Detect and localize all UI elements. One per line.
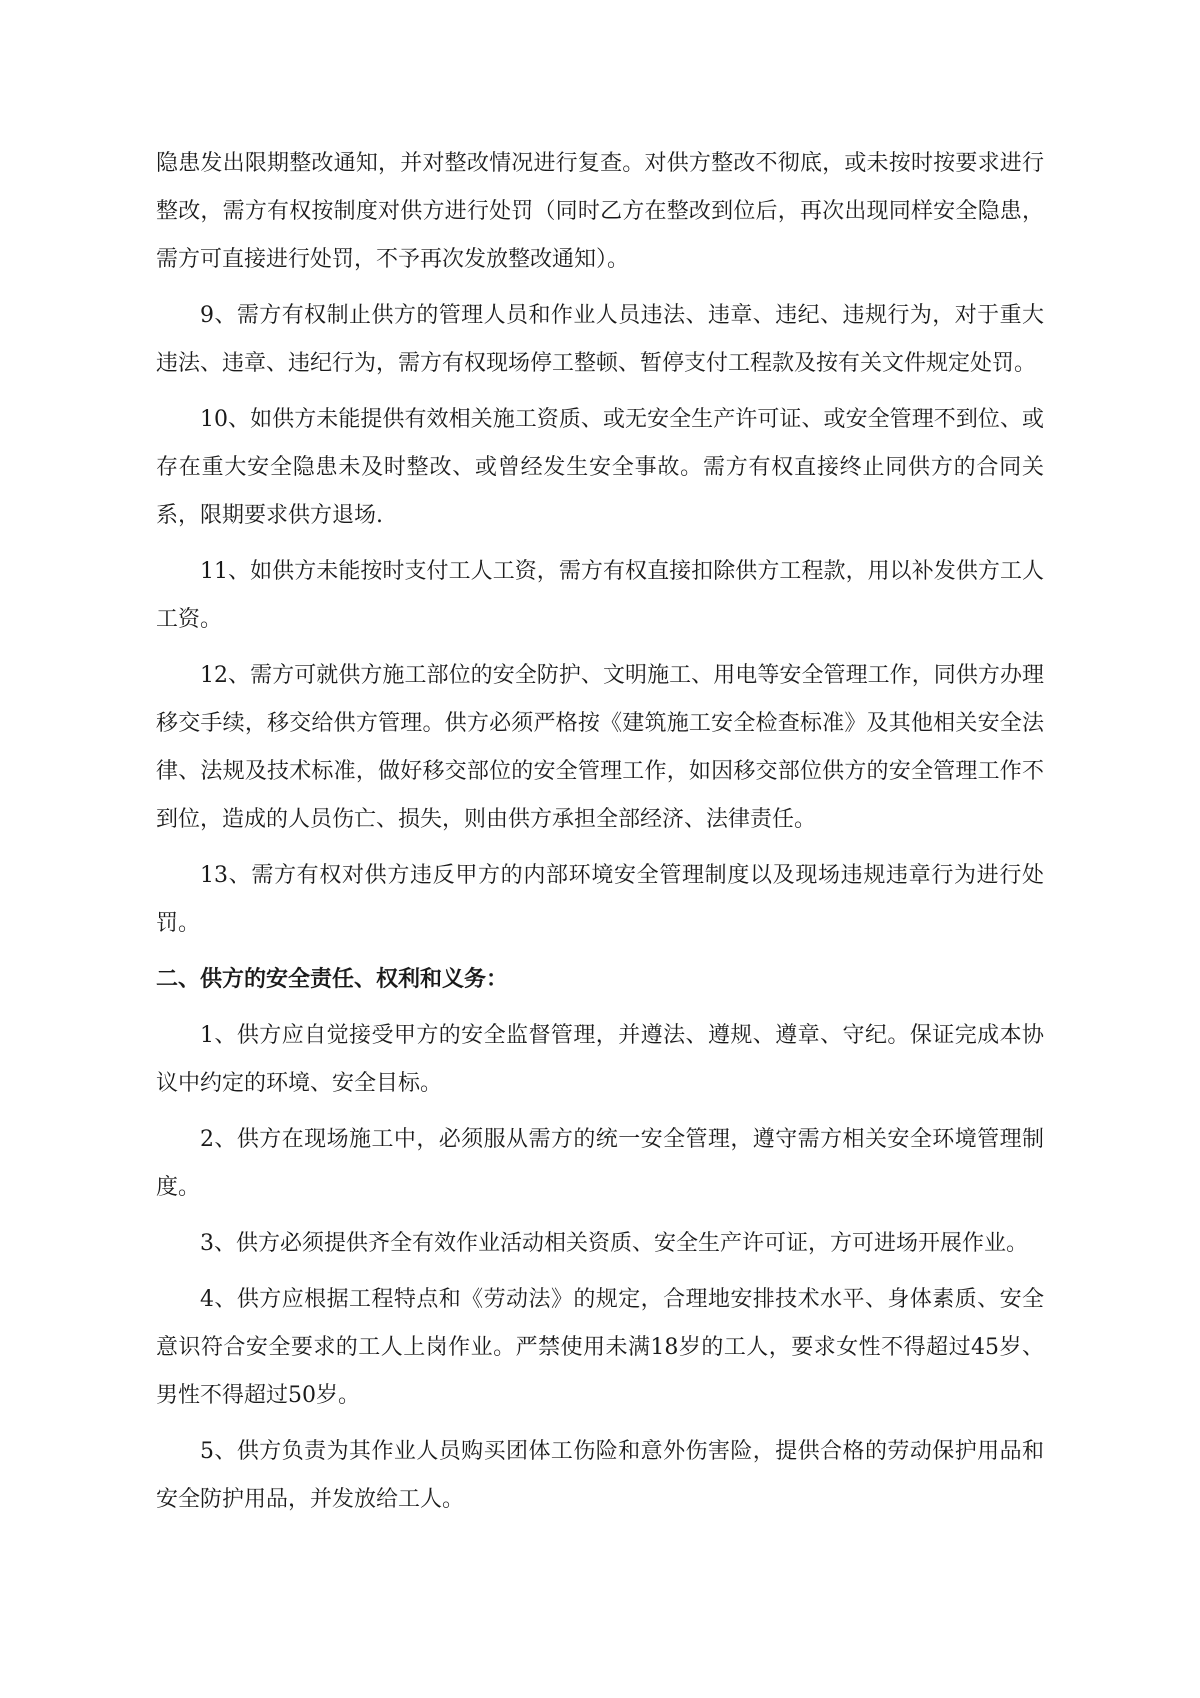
paragraph-item-13: 13、需方有权对供方违反甲方的内部环境安全管理制度以及现场违规违章行为进行处罚。 — [156, 863, 1044, 936]
section-heading: 二、供方的安全责任、权利和义务： — [156, 967, 509, 992]
paragraph-item-11: 11、如供方未能按时支付工人工资，需方有权直接扣除供方工程款，用以补发供方工人工资。 — [156, 559, 1044, 632]
paragraph-item-9: 9、需方有权制止供方的管理人员和作业人员违法、违章、违纪、违规行为，对于重大违法、违章、违纪行为，需方有权现场停工整顿、暂停支付工程款及按有关文件规定处罚。 — [156, 303, 1044, 376]
paragraph-item-10: 10、如供方未能提供有效相关施工资质、或无安全生产许可证、或安全管理不到位、或存在重大安全隐患未及时整改、或曾经发生安全事故。需方有权直接终止同供方的合同关系，限期要求供方退场. — [156, 407, 1044, 528]
paragraph-item-12: 12、需方可就供方施工部位的安全防护、文明施工、用电等安全管理工作，同供方办理移交手续，移交给供方管理。供方必须严格按《建筑施工安全检查标准》及其他相关安全法律、法规及技术标准，做好移交部位的安全管理工作，如因移交部位供方的安全管理工作不到位，造成的人员伤亡、损失，则由供方承担全部经济、法律责任。 — [156, 663, 1044, 832]
section-paragraph-3: 3、供方必须提供齐全有效作业活动相关资质、安全生产许可证，方可进场开展作业。 — [200, 1231, 1028, 1256]
paragraph-continuation: 隐患发出限期整改通知，并对整改情况进行复查。对供方整改不彻底，或未按时按要求进行整改，需方有权按制度对供方进行处罚（同时乙方在整改到位后，再次出现同样安全隐患，需方可直接进行处罚，不予再次发放整改通知）。 — [156, 151, 1044, 272]
section-paragraph-1: 1、供方应自觉接受甲方的安全监督管理，并遵法、遵规、遵章、守纪。保证完成本协议中约定的环境、安全目标。 — [156, 1023, 1044, 1096]
section-paragraph-4: 4、供方应根据工程特点和《劳动法》的规定，合理地安排技术水平、身体素质、安全意识符合安全要求的工人上岗作业。严禁使用未满18岁的工人，要求女性不得超过45岁、男性不得超过50岁。 — [156, 1287, 1044, 1408]
document-body — [156, 140, 1044, 1532]
section-paragraph-5: 5、供方负责为其作业人员购买团体工伤险和意外伤害险，提供合格的劳动保护用品和安全防护用品，并发放给工人。 — [156, 1439, 1044, 1512]
section-paragraph-2: 2、供方在现场施工中，必须服从需方的统一安全管理，遵守需方相关安全环境管理制度。 — [156, 1127, 1044, 1200]
